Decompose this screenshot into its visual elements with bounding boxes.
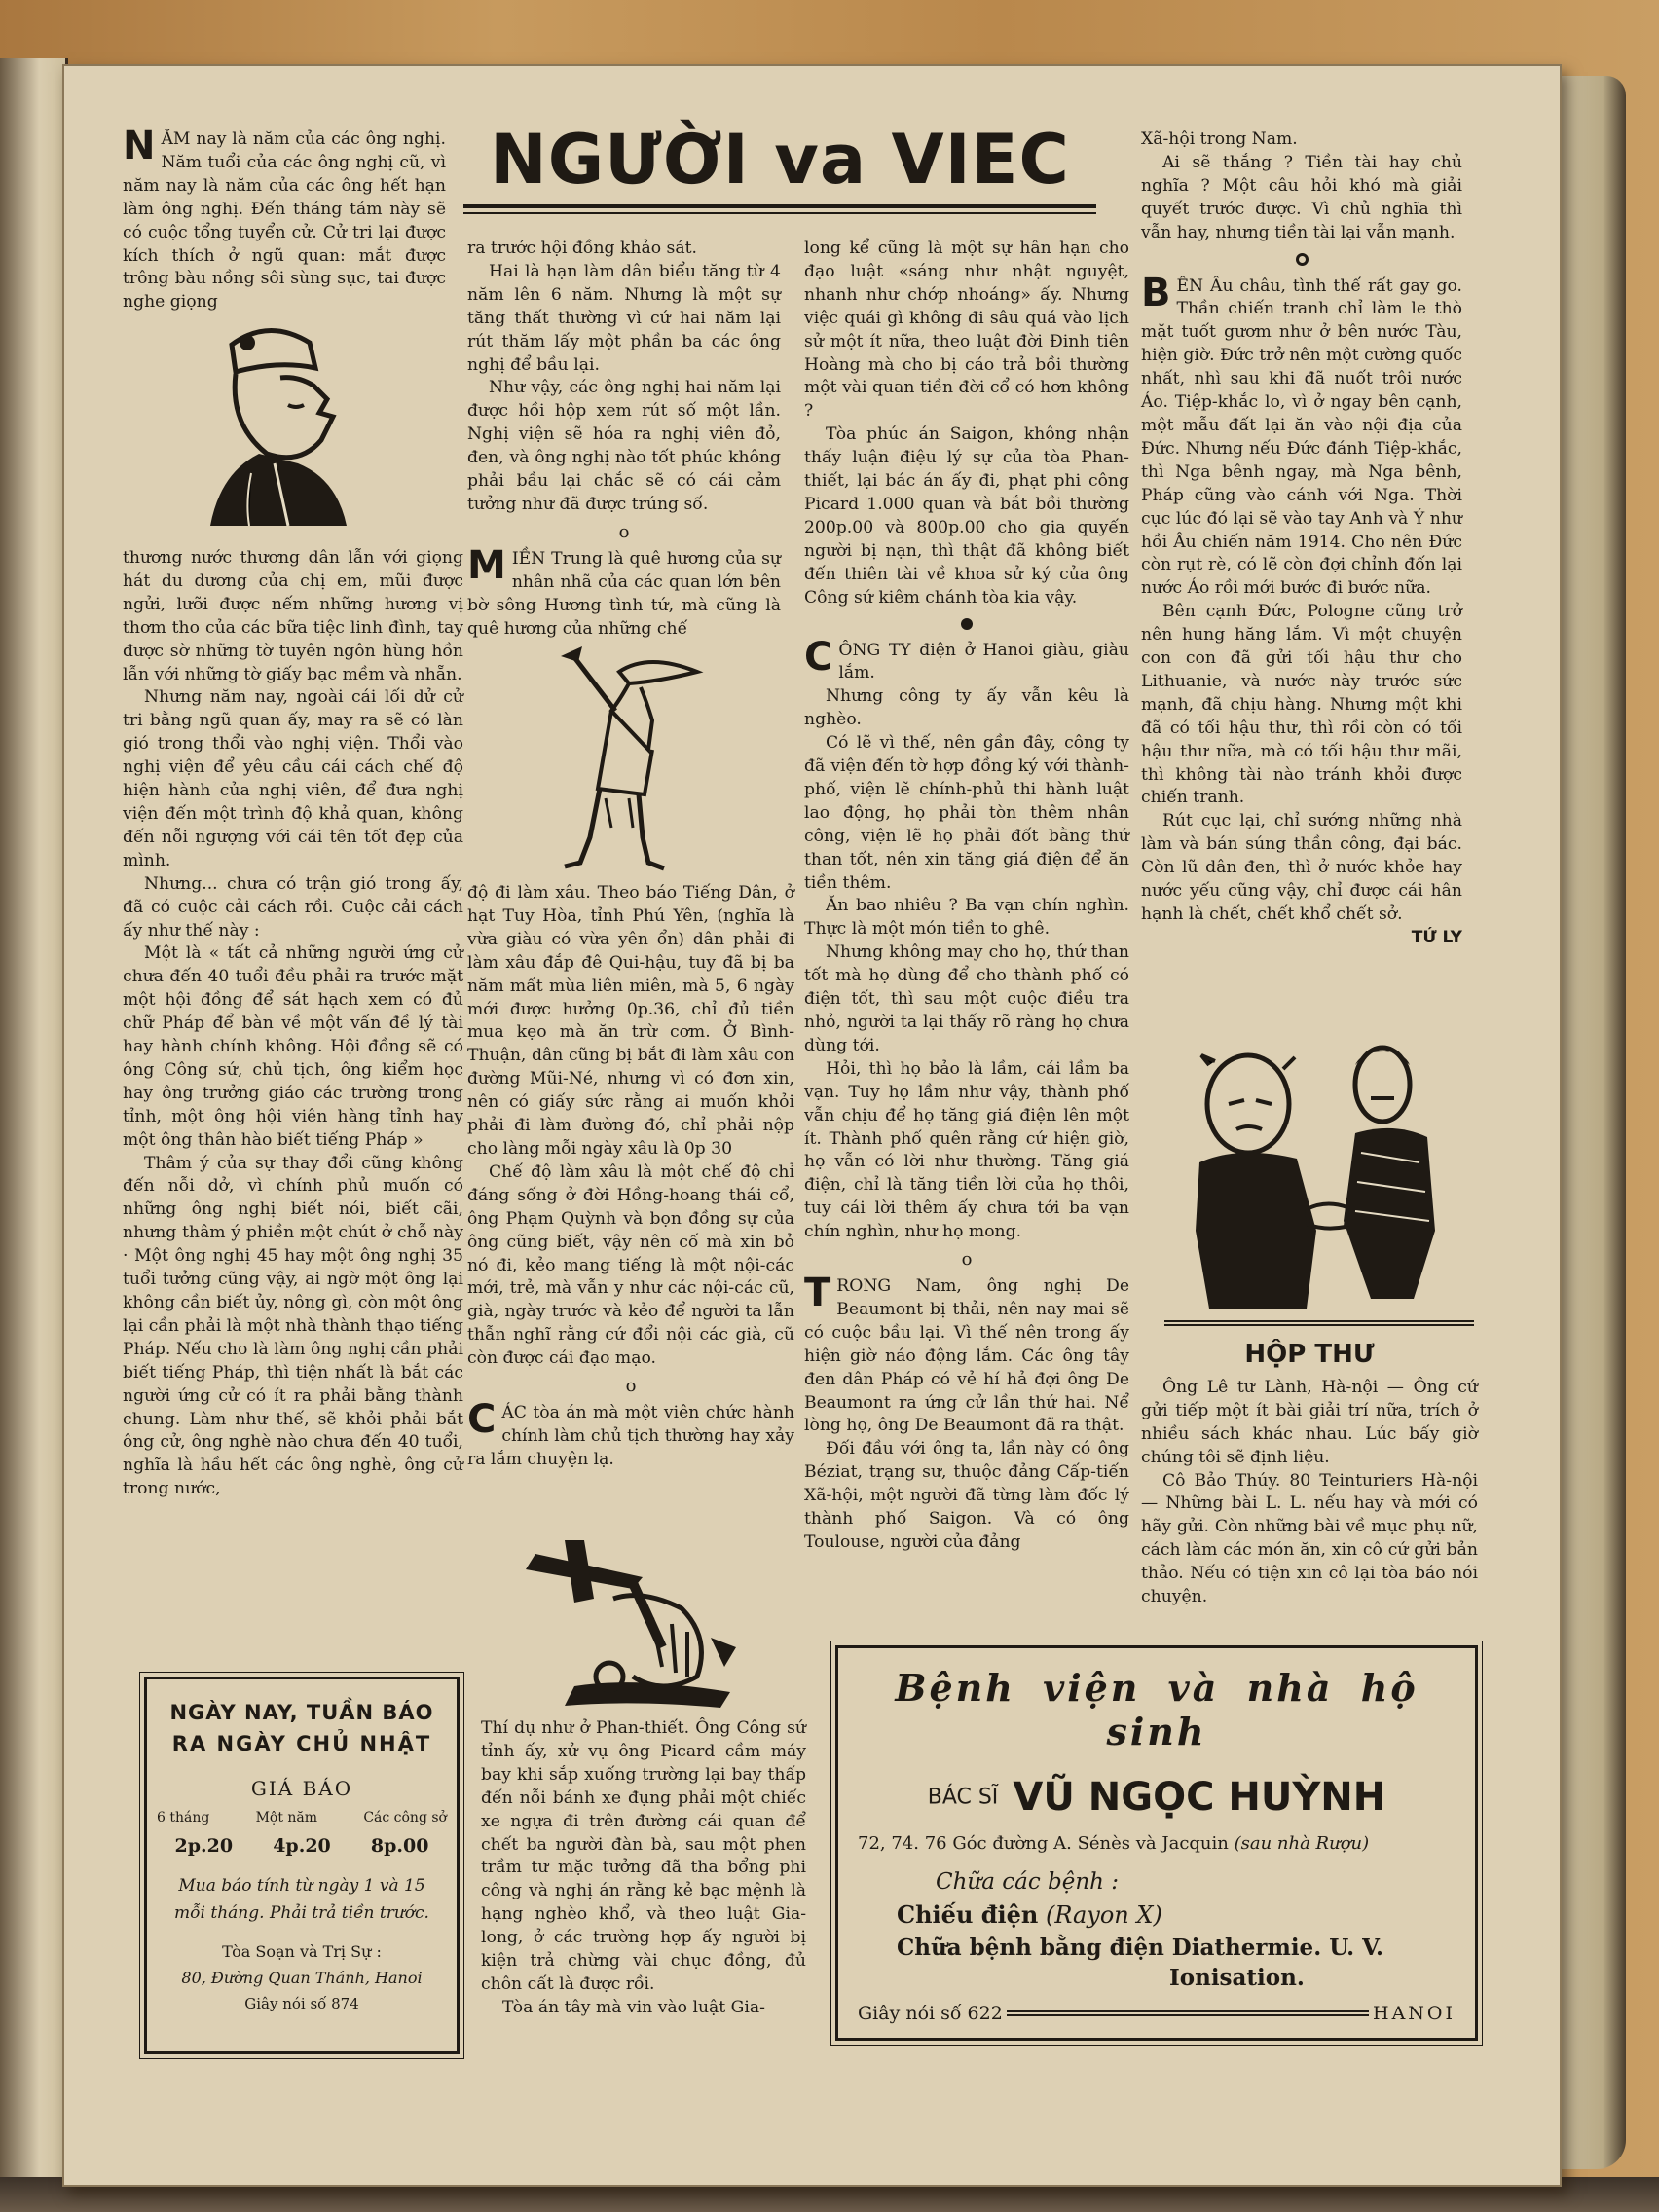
- ad-footer-rule: [1007, 2010, 1369, 2016]
- hopthu-top-rule: [1164, 1320, 1474, 1326]
- article-paragraph: Nhưng công ty ấy vẫn kêu là nghèo.: [804, 686, 1129, 730]
- drop-cap: C: [467, 1396, 497, 1442]
- article-paragraph: NĂM nay là năm của các ông nghị. Năm tuổi của các ông nghị cũ, vì năm nay là năm của các ông hết hạn làm ông nghị. Đến tháng tám này sẽ có cuộc tổng tuyển cử. Cử tri lại được kích thích ở ngũ quan: mắt được trông bàu nồng sôi sùng sục, tai được nghe giọng: [123, 124, 446, 313]
- subscription-price-heading: GIÁ BÁO: [250, 1777, 353, 1800]
- article-paragraph: độ đi làm xâu. Theo báo Tiếng Dân, ở hạt Tuy Hòa, tỉnh Phú Yên, (nghĩa là vừa giàu có vừa yên ổn) dân phải đi làm xâu đắp đê Qui-hậu, tuy đã bị ba năm mất mùa liên miên, mà 5, 6 ngày mới được hưởng 0p.36, chỉ đủ tiền mua kẹo mà ăn trừ cơm. Ở Bình-Thuận, dân cũng bị bắt đi làm xâu con đường Mũi-Né, nhưng vì có đơn xin, nên có giấy sức rằng ai muốn khỏi phải đi làm đường đó, chỉ phải nộp cho làng mỗi ngày xâu là 0p 30: [467, 883, 794, 1159]
- column-1-top: [123, 124, 446, 314]
- article-paragraph: Bên cạnh Đức, Pologne cũng trở nên hung hăng lắm. Vì một chuyện con con đã gửi tối hậu thư cho Lithuanie, và nước này trước sức mạnh, đã chịu hàng. Nhưng một khi đã có tối hậu thư, thì rồi còn có tối hậu thư nữa, mà có tối hậu thư mãi, thì không tài nào tránh khỏi được chiến tranh.: [1141, 602, 1462, 808]
- price-value-6-months: 2p.20: [174, 1835, 234, 1857]
- article-paragraph: Thí dụ như ở Phan-thiết. Ông Công sứ tỉnh ấy, xử vụ ông Picard cầm máy bay khi sắp xuống trường lại bay thấp đến nỗi bánh xe đụng phải một chiếc xe ngựa đi trên đường cái quan để chết ba người đàn bà, sau một phen trầm tư mặc tưởng đã tha bổng phi công và nghị án rằng kẻ bạc mệnh là hạng nghèo khổ, và theo luật Gia-long, ở các trường hợp ấy người bị kiện trả chừng vài chục đồng, đủ chôn cất là được rồi.: [481, 1718, 806, 1994]
- hopthu-title: HỘP THƯ: [1244, 1340, 1375, 1369]
- article-paragraph: Nhưng năm nay, ngoài cái lối dử cử tri bằng ngũ quan ấy, may ra sẽ có làn gió trong thổi vào nghị viện. Thổi vào nghị viện để yêu cầu cái cách chế độ hiện hành của nghị viên, để đưa nghị viện đến một trình độ khả quan, không đến nỗi ngượng với cái tên tốt đẹp của mình.: [123, 687, 463, 870]
- article-paragraph: Thâm ý của sự thay đổi cũng không đến nỗi dở, vì chính phủ muốn có những ông nghị biết nói, biết cãi, nhưng thâm ý phiền một chút ở chỗ này · Một ông nghị 45 hay một ông nghị 35 tuổi tưởng cũng vậy, ai ngờ một ông lại không cần biết ủy, nông gì, còn một ông lại cần phải là một nhà thành thạo tiếng Pháp. Nếu cho là làm ông nghị cần phải biết tiếng Pháp, thì tiện nhất là bắt các người ứng cử có ít ra phải bằng thành chung. Làm như thế, sẽ khỏi phải bắt ông cử, ông nghè nào chưa đến 40 tuổi, nghĩa là hầu hết các ông nghè, ông cử trong nước,: [123, 1153, 463, 1499]
- book-spine: [0, 58, 68, 2200]
- price-value-offices: 8p.00: [370, 1835, 429, 1857]
- column-2-top: [467, 238, 781, 641]
- ad-doctor: [858, 1775, 1456, 1820]
- article-paragraph: thương nước thương dân lẫn với giọng hát du dương của chị em, mũi được ngửi, lưỡi được nếm những hương vị thơm tho của các bữa tiệc linh đình, tay được sờ những tờ tuyên ngôn hùng hồn lẫn với những tờ giấy bạc mềm và nhẵn.: [123, 548, 463, 684]
- subscription-price-labels: [155, 1810, 449, 1825]
- section-separator: o: [625, 1376, 637, 1397]
- article-paragraph: CÔNG TY điện ở Hanoi giàu, giàu lắm.: [804, 634, 1129, 683]
- price-label-6-months: 6 tháng: [157, 1810, 210, 1825]
- article-paragraph: Chế độ làm xâu là một chế độ chỉ đáng sống ở đời Hồng-hoang thái cổ, ông Phạm Quỳnh và bọn đồng sự của ông cũng biết, vậy nên cố mà xin bỏ nó đi, kẻo mang tiếng là một nội-các mới, trẻ, mà vẫn y như các nội-các cũ, già, ngày trước và kẻo để người ta lẫn thẫn nghĩ rằng cứ đổi nội các già, cũ còn được cái đạo mạo.: [467, 1161, 794, 1369]
- ad-city: HANOI: [1373, 2003, 1456, 2024]
- article-paragraph: Tòa án tây mà vin vào luật Gia-: [502, 1997, 765, 2017]
- article-paragraph: Nhưng... chưa có trận gió trong ấy, đã có cuộc cải cách rồi. Cuộc cải cách ấy như thế này :: [123, 873, 463, 940]
- section-separator-dot: [961, 618, 973, 630]
- column-2-end: [481, 1717, 806, 2020]
- column-2-bottom: [467, 882, 794, 1472]
- ad-address-note: (sau nhà Rượu): [1234, 1833, 1370, 1854]
- subscription-address: 80, Đường Quan Thánh, Hanoi: [181, 1969, 423, 1987]
- subscription-title-1: NGÀY NAY, TUẦN BÁO: [169, 1701, 434, 1724]
- hospital-advertisement: [835, 1645, 1478, 2041]
- ad-treatment-1-main: Chiếu điện: [897, 1900, 1039, 1929]
- drop-cap: B: [1141, 270, 1171, 315]
- article-paragraph: MIỀN Trung là quê hương của sự nhân nhã của các quan lớn bên bờ sông Hương tình tứ, mà cũng là quê hương của những chế: [467, 542, 781, 639]
- article-paragraph: Như vậy, các ông nghị hai năm lại được hồi hộp xem rút số một lần. Nghị viện sẽ hóa ra nghị viên đỏ, đen, và ông nghị nào tốt phúc không phải bầu lại chắc sẽ có cái cảm tưởng như đã được trúng số.: [467, 378, 781, 514]
- section-separator: o: [618, 521, 630, 542]
- subscription-title-2: RA NGÀY CHỦ NHẬT: [171, 1732, 432, 1755]
- ad-treatment-1: [897, 1900, 1456, 1929]
- illustration-peasant-with-hoe: [551, 643, 717, 876]
- article-paragraph: Tòa phúc án Saigon, không nhận thấy luận điệu lý sự của tòa Phan-thiết, lại bác án ấy đi, phạt phi công Picard 1.000 quan và bắt bồi thường 200p.00 và 800p.00 cho gia quyến người bị nạn, thì thật đã không biết đến thiên tài về khoa sử ký của ông Công sứ kiêm chánh tòa kia vậy.: [804, 424, 1129, 608]
- price-label-offices: Các công sở: [363, 1810, 447, 1825]
- ad-doctor-name: VŨ NGỌC HUỲNH: [1013, 1775, 1386, 1820]
- masthead: [463, 117, 1096, 224]
- article-paragraph: long kể cũng là một sự hân hạn cho đạo luật «sáng như nhật nguyệt, nhanh như chớp nhoáng» ấy. Nhưng việc quái gì không đi sâu quá vào lịch sử một ít nữa, theo luật đời Đinh tiên Hoàng mà cho bị cáo trả bồi thường một vài quan tiền đời cổ có hơn không ?: [804, 239, 1129, 422]
- hopthu-reply: Ông Lê tư Lành, Hà-nội — Ông cứ gửi tiếp một ít bài giải trí nữa, trích ở nhiều sách khác nhau. Lúc bấy giờ chúng tôi sẽ định liệu.: [1141, 1377, 1478, 1467]
- article-paragraph: Ai sẽ thắng ? Tiền tài hay chủ nghĩa ? Một câu hỏi khó mà giải quyết trước được. Vì chủ nghĩa thì vẫn hay, nhưng tiền tài lại vẫn mạnh.: [1141, 152, 1462, 242]
- drop-cap: T: [804, 1270, 831, 1315]
- article-paragraph: Rút cục lại, chỉ sướng những nhà làm và bán súng thần công, đại bác. Còn lũ dân đen, thì ở nước khỏe hay nước yếu cũng vậy, chỉ được cái hân hạnh là chết, chết khổ chết sở.: [1141, 811, 1462, 924]
- subscription-phone: Giây nói số 874: [244, 1995, 359, 2012]
- column-3: [804, 238, 1129, 1555]
- ad-address-line: [858, 1833, 1456, 1854]
- subscription-box: [144, 1677, 460, 2054]
- ad-address: 72, 74. 76 Góc đường A. Sénès và Jacquin: [858, 1833, 1229, 1854]
- illustration-two-men-handshake: [1180, 1036, 1462, 1309]
- section-separator-circle: [1296, 253, 1309, 266]
- ad-doctor-prefix: BÁC SĨ: [927, 1785, 999, 1810]
- section-separator: o: [961, 1249, 973, 1271]
- drop-cap: M: [467, 542, 506, 588]
- subscription-office: Tòa Soạn và Trị Sự :: [222, 1942, 382, 1961]
- article-paragraph: ra trước hội đồng khảo sát.: [467, 239, 697, 258]
- ad-treatment-2: Chữa bệnh bằng điện Diathermie. U. V.: [897, 1935, 1384, 1961]
- subscription-price-values: [155, 1835, 449, 1857]
- price-value-1-year: 4p.20: [273, 1835, 331, 1857]
- article-paragraph: Một là « tất cả những người ứng cử chưa đến 40 tuổi đều phải ra trước mặt một hội đồng để sát hạch xem có đủ chữ Pháp để bàn về một vấn đề lý tài hay hành chính không. Hội đồng sẽ có ông Công sứ, chủ tịch, ông kiểm học hay ông trưởng giáo các trường trong tỉnh, một ông hội viên hàng tỉnh hay một ông thân hào biết tiếng Pháp »: [123, 943, 463, 1150]
- article-paragraph: Ăn bao nhiêu ? Ba vạn chín nghìn. Thực là một món tiền to ghê.: [804, 896, 1129, 940]
- drop-cap: C: [804, 634, 833, 680]
- hopthu-reply: Cô Bảo Thúy. 80 Teinturiers Hà-nội — Những bài L. L. nếu hay và mới có hãy gửi. Còn những bài về mục phụ nữ, cách làm các món ăn, xin cô cứ gửi bản thảo. Nếu có tiện xin cô lại tòa báo nói chuyện.: [1141, 1470, 1478, 1607]
- illustration-mandarin-portrait: [191, 317, 366, 534]
- masthead-title: NGƯỜI va VIEC: [490, 120, 1070, 200]
- illustration-plane-crash: [516, 1530, 750, 1712]
- column-4: [1141, 129, 1462, 950]
- article-paragraph: Đối đầu với ông ta, lần này có ông Béziat, trạng sư, thuộc đảng Cấp-tiến Xã-hội, một người đã từng làm đốc lý thành phố Saigon. Và có ông Toulouse, người của đảng: [804, 1439, 1129, 1552]
- ad-treatment-3: Ionisation.: [1169, 1965, 1305, 1991]
- article-paragraph: BÊN Âu châu, tình thế rất gay go. Thần chiến tranh chỉ làm le thò mặt tuốt gươm như ở bên nước Tàu, hiện giờ. Đức trở nên một cường quốc nhất, nhì sau khi đã nuốt trôi nước Áo. Tiệp-khắc lo, vì ở ngay bên cạnh, một mẫu đất lại ăn vào nội địa của Đức. Nhưng nếu Đức đánh Tiệp-khắc, thì Nga bênh ngay, mà Nga bênh, Pháp cũng vào cánh với Nga. Thời cục lúc đó lại sẽ vào tay Anh và Ý như hồi Âu chiến năm 1914. Cho nên Đức còn rụt rè, có lẽ còn đợi chỉnh đốn lại nước Áo rồi mới bước đi bước nữa.: [1141, 270, 1462, 599]
- drop-cap: N: [123, 124, 156, 168]
- article-signature: TỨ LY: [1411, 927, 1462, 947]
- article-paragraph: CÁC tòa án mà một viên chức hành chính làm chủ tịch thường hay xảy ra lắm chuyện lạ.: [467, 1396, 794, 1469]
- masthead-rule-thin: [463, 212, 1096, 214]
- article-paragraph: Nhưng không may cho họ, thứ than tốt mà họ dùng để cho thành phố có điện tốt, thì sau một cuộc điều tra nhỏ, người ta lại thấy rõ ràng họ chưa dùng tới.: [804, 942, 1129, 1055]
- article-paragraph: Hỏi, thì họ bảo là lầm, cái lầm ba vạn. Tuy họ lầm như vậy, thành phố vẫn chịu để họ tăng giá điện lên một ít. Thành phố quên rằng cứ hiện giờ, họ vẫn có lời như thường. Tăng giá điện, chỉ là tăng tiền lời của họ thôi, tuy cái lời thêm ấy chưa tới ba vạn chín nghìn, như họ mong.: [804, 1058, 1129, 1242]
- subscription-note: Mua báo tính từ ngày 1 và 15 mỗi tháng. Phải trả tiền trước.: [174, 1876, 429, 1923]
- column-4-hopthu: [1141, 1336, 1478, 1609]
- article-paragraph: TRONG Nam, ông nghị De Beaumont bị thải, nên nay mai sẽ có cuộc bầu lại. Vì thế nên trong ấy hiện giờ náo động lắm. Các ông tây đen dân Pháp có vẻ hí hả đợi ông De Beaumont ra ứng cử lần thứ hai. Nể lòng họ, ông De Beaumont đã ra thật.: [804, 1270, 1129, 1436]
- ad-treatment-1-note: (Rayon X): [1046, 1901, 1162, 1929]
- ad-footer: [858, 2003, 1456, 2024]
- price-label-1-year: Một năm: [255, 1810, 318, 1825]
- ad-phone: Giây nói số 622: [858, 2003, 1003, 2024]
- masthead-rule-thick: [463, 204, 1096, 208]
- ad-treatment-heading: Chữa các bệnh :: [936, 1869, 1120, 1895]
- article-paragraph: Xã-hội trong Nam.: [1141, 129, 1298, 149]
- column-1-bottom: [123, 547, 463, 1501]
- article-paragraph: Hai là hạn làm dân biểu tăng từ 4 năm lên 6 năm. Nhưng là một sự tăng thất thường vì cứ hai năm lại rút thăm lấy một phần ba các ông nghị để bầu lại.: [467, 261, 781, 375]
- ad-title: Bệnh viện và nhà hộ sinh: [895, 1666, 1419, 1753]
- article-paragraph: Có lẽ vì thế, nên gần đây, công ty đã viện đến tờ hợp đồng ký với thành-phố, viện lẽ chính-phủ thi hành luật lao động, họ phải tòn thêm nhân công, viện lẽ họ phải đốt bằng thứ than tốt, nên xin tăng giá điện để ăn tiền thêm.: [804, 733, 1129, 893]
